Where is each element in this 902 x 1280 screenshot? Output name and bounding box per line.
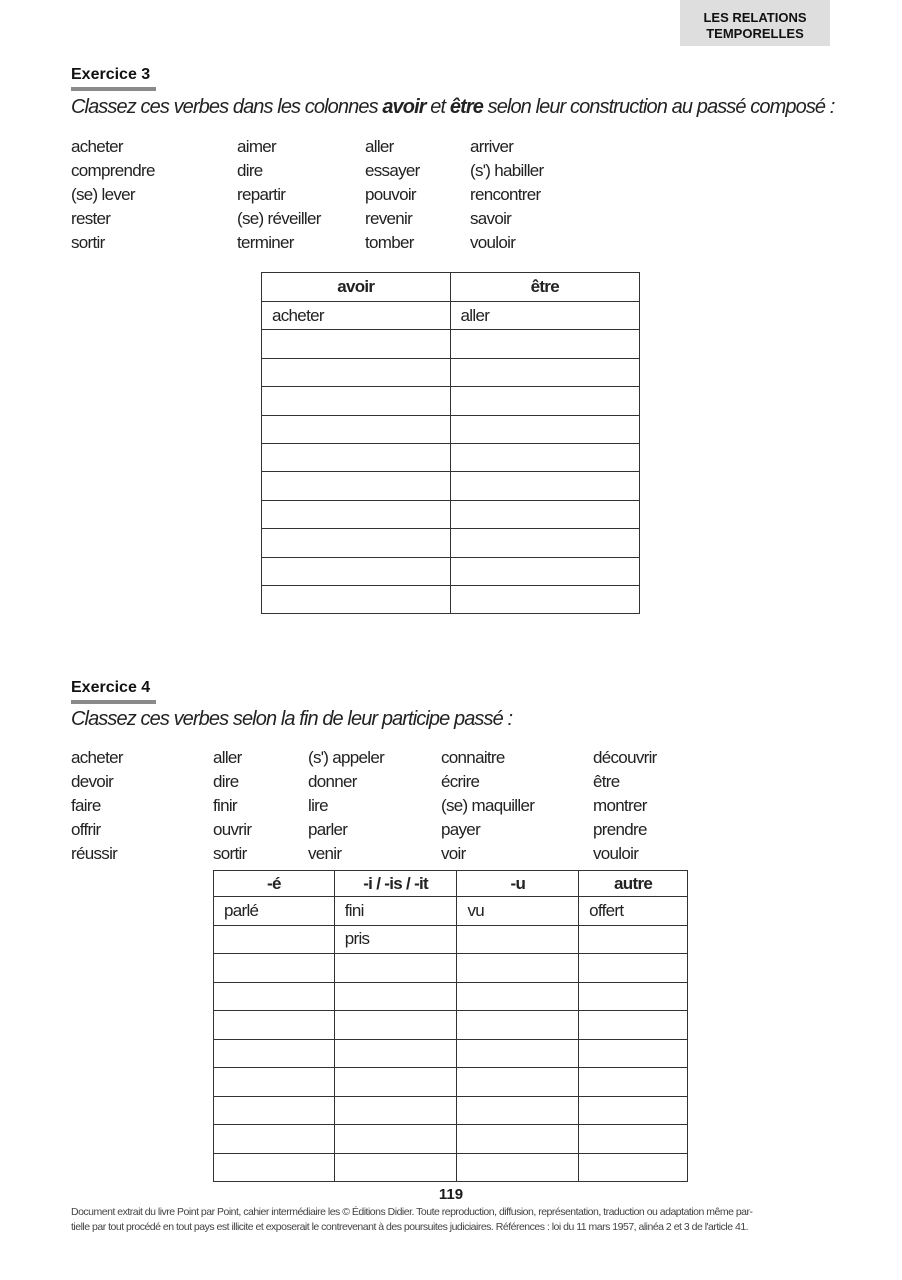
exercise3-header-cell: être	[450, 273, 639, 302]
exercise3-verb: (s') habiller	[470, 161, 544, 180]
instruction-etre: être	[449, 96, 483, 118]
exercise4-verb: connaitre	[441, 748, 505, 767]
exercise4-verb: sortir	[213, 844, 247, 863]
exercise4-header-cell: autre	[579, 871, 688, 897]
exercise4-verb: payer	[441, 820, 481, 839]
table-cell[interactable]	[457, 925, 579, 954]
table-cell[interactable]	[450, 443, 639, 471]
exercise4-verb: prendre	[593, 820, 647, 839]
exercise4-instruction: Classez ces verbes selon la fin de leur participe passé :	[71, 708, 513, 730]
exercise4-verb: aller	[213, 748, 242, 767]
exercise4-verb: (s') appeler	[308, 748, 385, 767]
table-cell[interactable]	[457, 1039, 579, 1068]
table-row	[214, 982, 688, 1011]
exercise4-table	[213, 870, 688, 1182]
table-cell[interactable]	[214, 1153, 335, 1182]
table-cell[interactable]	[262, 330, 451, 358]
table-cell[interactable]	[450, 387, 639, 415]
exercise4-verb: voir	[441, 844, 466, 863]
exercise4-title-underline	[71, 700, 156, 704]
exercise4-verb: vouloir	[593, 844, 639, 863]
exercise4-verb: (se) maquiller	[441, 796, 535, 815]
table-cell[interactable]	[262, 585, 451, 613]
table-row	[262, 443, 640, 471]
table-row	[262, 557, 640, 585]
exercise3-verb: rencontrer	[470, 185, 541, 204]
table-cell[interactable]	[450, 472, 639, 500]
table-cell[interactable]	[579, 1096, 688, 1125]
table-cell[interactable]	[214, 1011, 335, 1040]
exercise4-verb: montrer	[593, 796, 647, 815]
table-cell[interactable]: acheter	[262, 302, 451, 330]
table-cell[interactable]	[334, 1068, 457, 1097]
exercise4-verb: parler	[308, 820, 348, 839]
exercise3-verb: terminer	[237, 233, 294, 252]
table-cell[interactable]	[334, 1153, 457, 1182]
table-row	[214, 1011, 688, 1040]
table-cell[interactable]: aller	[450, 302, 639, 330]
exercise3-table	[261, 272, 640, 614]
exercise3-verb: savoir	[470, 209, 512, 228]
table-row	[262, 330, 640, 358]
exercise4-verb: venir	[308, 844, 342, 863]
table-row	[262, 302, 640, 330]
table-cell[interactable]	[457, 1068, 579, 1097]
exercise3-verb: repartir	[237, 185, 286, 204]
section-tab	[680, 0, 830, 46]
exercise3-verb: revenir	[365, 209, 413, 228]
exercise3-verb: (se) lever	[71, 185, 135, 204]
section-tab-line1: LES RELATIONS	[703, 10, 807, 25]
exercise4-title: Exercice 4	[71, 679, 151, 696]
exercise3-instruction	[71, 96, 834, 119]
table-cell[interactable]	[262, 387, 451, 415]
exercise4-verb: acheter	[71, 748, 123, 767]
table-cell[interactable]	[262, 443, 451, 471]
table-cell[interactable]	[579, 1068, 688, 1097]
exercise3-verb: pouvoir	[365, 185, 416, 204]
table-cell[interactable]	[579, 925, 688, 954]
table-cell[interactable]: pris	[334, 925, 457, 954]
table-cell[interactable]	[450, 529, 639, 557]
table-cell[interactable]	[214, 1039, 335, 1068]
table-cell[interactable]	[579, 982, 688, 1011]
table-cell[interactable]	[334, 1011, 457, 1040]
exercise3-verb: comprendre	[71, 161, 155, 180]
table-cell[interactable]	[450, 585, 639, 613]
table-row	[214, 1068, 688, 1097]
table-cell[interactable]	[214, 925, 335, 954]
exercise4-verb: ouvrir	[213, 820, 252, 839]
exercise3-verb: essayer	[365, 161, 420, 180]
table-cell[interactable]	[214, 1068, 335, 1097]
table-cell[interactable]	[334, 982, 457, 1011]
table-row	[262, 415, 640, 443]
table-cell[interactable]	[450, 415, 639, 443]
exercise3-verb: (se) réveiller	[237, 209, 321, 228]
section-tab-line2: TEMPORELLES	[706, 26, 804, 41]
table-row	[214, 925, 688, 954]
table-cell[interactable]	[457, 1125, 579, 1154]
table-cell[interactable]	[214, 982, 335, 1011]
table-cell[interactable]	[457, 1096, 579, 1125]
exercise4-verb: être	[593, 772, 620, 791]
instruction-text: Classez ces verbes dans les colonnes	[71, 96, 383, 118]
table-row	[214, 1096, 688, 1125]
table-row	[262, 472, 640, 500]
exercise4-verb: lire	[308, 796, 328, 815]
exercise4-verb: devoir	[71, 772, 114, 791]
table-cell[interactable]	[262, 500, 451, 528]
exercise4-verb: finir	[213, 796, 237, 815]
exercise4-verb: dire	[213, 772, 239, 791]
instruction-avoir: avoir	[382, 96, 426, 118]
exercise3-verb: rester	[71, 209, 111, 228]
exercise3-verb: aimer	[237, 137, 277, 156]
instruction-text: et	[425, 96, 450, 118]
exercise3-verb: acheter	[71, 137, 123, 156]
exercise3-verb: sortir	[71, 233, 105, 252]
table-cell[interactable]	[579, 1153, 688, 1182]
table-cell[interactable]	[579, 1125, 688, 1154]
table-cell[interactable]	[457, 954, 579, 983]
table-row	[214, 897, 688, 926]
table-cell[interactable]	[262, 557, 451, 585]
table-cell[interactable]	[334, 1039, 457, 1068]
exercise4-verb: écrire	[441, 772, 480, 791]
exercise4-verb: découvrir	[593, 748, 657, 767]
exercise3-verb: arriver	[470, 137, 514, 156]
exercise4-verb: donner	[308, 772, 357, 791]
table-cell[interactable]	[262, 358, 451, 386]
exercise3-verb: dire	[237, 161, 263, 180]
table-cell[interactable]	[457, 1011, 579, 1040]
table-row	[262, 387, 640, 415]
table-cell[interactable]	[579, 1039, 688, 1068]
table-cell[interactable]	[450, 557, 639, 585]
table-cell[interactable]	[214, 954, 335, 983]
instruction-text: selon leur construction au passé composé :	[482, 96, 835, 118]
table-cell[interactable]	[450, 330, 639, 358]
table-row	[214, 954, 688, 983]
exercise4-verb: réussir	[71, 844, 118, 863]
exercise3-verb: vouloir	[470, 233, 516, 252]
footer-line: Document extrait du livre Point par Point, cahier intermédiaire les © Éditions Didier. Toute reproduction, diffusion, représentation, traduction ou adaptation même par-	[71, 1206, 753, 1218]
table-cell[interactable]	[262, 415, 451, 443]
exercise3-header-cell: avoir	[262, 273, 451, 302]
table-cell[interactable]: offert	[579, 897, 688, 926]
table-row	[262, 529, 640, 557]
table-cell[interactable]	[579, 1011, 688, 1040]
footer-line: tielle par tout procédé en tout pays est illicite et exposerait le contrevenant à des poursuites judiciaires. Références : loi du 11 mars 1957, alinéa 2 et 3 de l'article 41.	[71, 1221, 749, 1233]
exercise3-title: Exercice 3	[71, 66, 151, 83]
table-row	[214, 1039, 688, 1068]
exercise3-title-underline	[71, 87, 156, 91]
copyright-footer	[71, 1205, 841, 1235]
table-cell[interactable]	[214, 1096, 335, 1125]
table-cell[interactable]: vu	[457, 897, 579, 926]
table-cell[interactable]	[457, 982, 579, 1011]
exercise4-header-cell: -i / -is / -it	[334, 871, 457, 897]
table-cell[interactable]: fini	[334, 897, 457, 926]
table-row	[262, 585, 640, 613]
exercise4-verb: faire	[71, 796, 101, 815]
table-cell[interactable]	[450, 358, 639, 386]
table-cell[interactable]	[262, 529, 451, 557]
table-cell[interactable]	[334, 954, 457, 983]
table-row	[262, 358, 640, 386]
table-cell[interactable]	[450, 500, 639, 528]
exercise4-verb: offrir	[71, 820, 101, 839]
table-row	[262, 500, 640, 528]
table-cell[interactable]	[214, 1125, 335, 1154]
page-number: 119	[438, 1186, 464, 1203]
exercise4-header-cell: -u	[457, 871, 579, 897]
table-cell[interactable]	[262, 472, 451, 500]
table-row	[214, 1125, 688, 1154]
table-cell[interactable]: parlé	[214, 897, 335, 926]
table-cell[interactable]	[334, 1125, 457, 1154]
exercise4-header-cell: -é	[214, 871, 335, 897]
exercise3-verb: tomber	[365, 233, 414, 252]
table-cell[interactable]	[334, 1096, 457, 1125]
table-row	[214, 1153, 688, 1182]
exercise3-verb: aller	[365, 137, 394, 156]
table-cell[interactable]	[457, 1153, 579, 1182]
table-cell[interactable]	[579, 954, 688, 983]
